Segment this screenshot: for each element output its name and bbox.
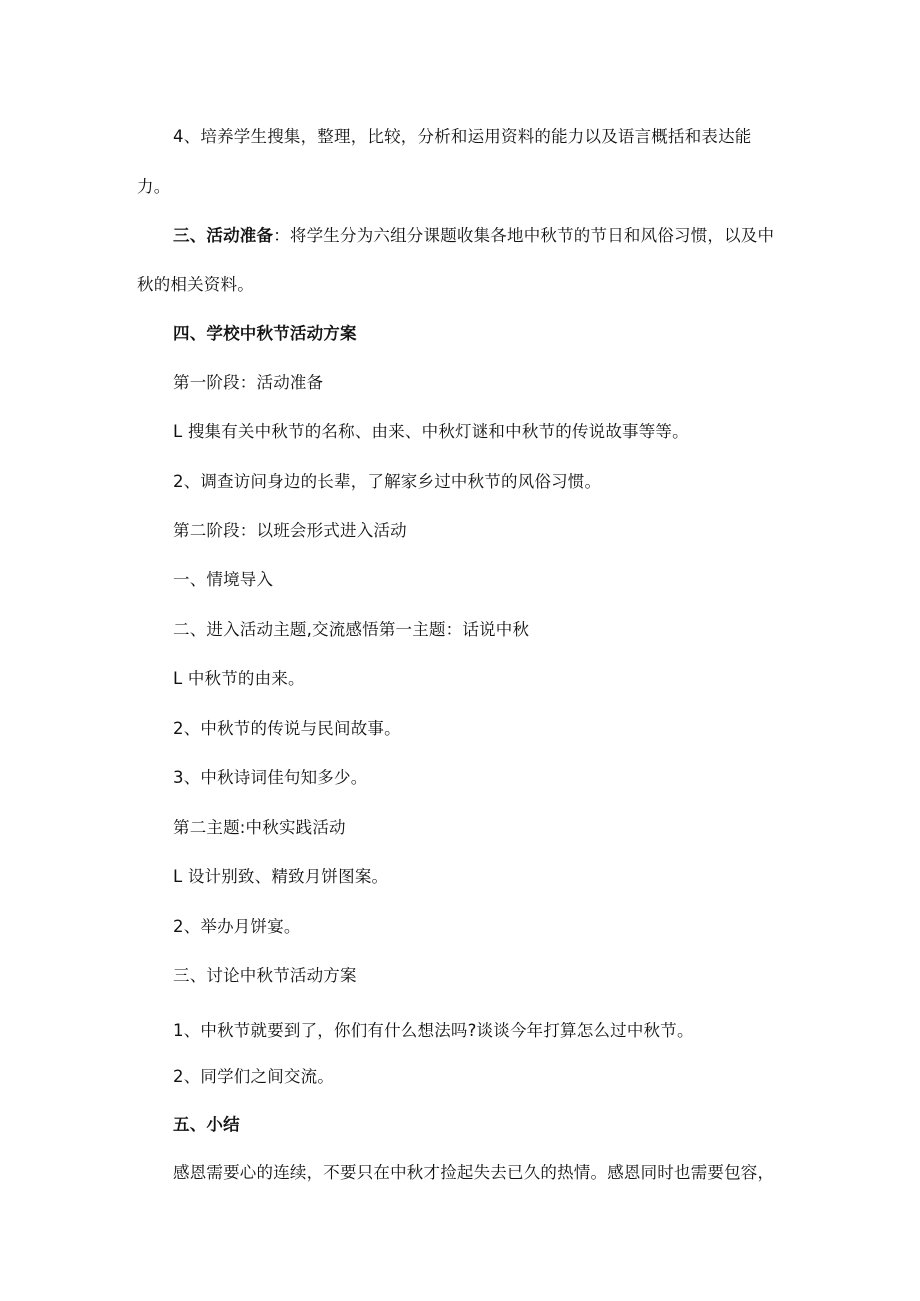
- preparation-text: ：将学生分为六组分课题收集各地中秋节的节日和风俗习惯，以及中: [273, 226, 775, 245]
- objective-4-text: 4、培养学生搜集，整理，比较，分析和运用资料的能力以及语言概括和表达能: [173, 127, 752, 146]
- stage-1-item-1: L 搜集有关中秋节的名称、由来、中秋灯谜和中秋节的传说故事等等。: [173, 422, 689, 441]
- stage-2-title: 第二阶段：以班会形式进入活动: [173, 521, 407, 540]
- theme-2-title: 第二主题:中秋实践活动: [173, 818, 346, 837]
- section-heading-preparation: 三、活动准备: [173, 226, 274, 245]
- stage-1-title: 第一阶段：活动准备: [173, 373, 324, 392]
- stage-2-part-3: 三、讨论中秋节活动方案: [173, 966, 357, 985]
- preparation-text-cont: 秋的相关资料。: [137, 275, 254, 294]
- theme-1-item-1: L 中秋节的由来。: [173, 669, 305, 688]
- stage-2-part-1: 一、情境导入: [173, 570, 274, 589]
- paragraph-preparation-cont: [137, 274, 254, 296]
- stage-2-part-2: 二、进入活动主题,交流感悟第一主题：话说中秋: [173, 620, 530, 639]
- paragraph-preparation: [173, 225, 774, 247]
- theme-2-item-1: L 设计别致、精致月饼图案。: [173, 867, 389, 886]
- theme-1-item-3: 3、中秋诗词佳句知多少。: [173, 768, 368, 787]
- theme-2-item-2: 2、举办月饼宴。: [173, 917, 301, 936]
- stage-1-item-2: 2、调查访问身边的长辈，了解家乡过中秋节的风俗习惯。: [173, 472, 602, 491]
- discussion-item-1: 1、中秋节就要到了，你们有什么想法吗?谈谈今年打算怎么过中秋节。: [173, 1021, 694, 1040]
- section-heading-plan: 四、学校中秋节活动方案: [173, 324, 357, 343]
- section-heading-summary: 五、小结: [173, 1115, 240, 1134]
- paragraph-objective-4-cont: [137, 176, 170, 198]
- summary-text: 感恩需要心的连续，不要只在中秋才捡起失去已久的热情。感恩同时也需要包容，: [173, 1163, 775, 1182]
- paragraph-objective-4: [173, 126, 752, 148]
- discussion-item-2: 2、同学们之间交流。: [173, 1067, 334, 1086]
- objective-4-text-cont: 力。: [137, 177, 171, 196]
- theme-1-item-2: 2、中秋节的传说与民间故事。: [173, 719, 401, 738]
